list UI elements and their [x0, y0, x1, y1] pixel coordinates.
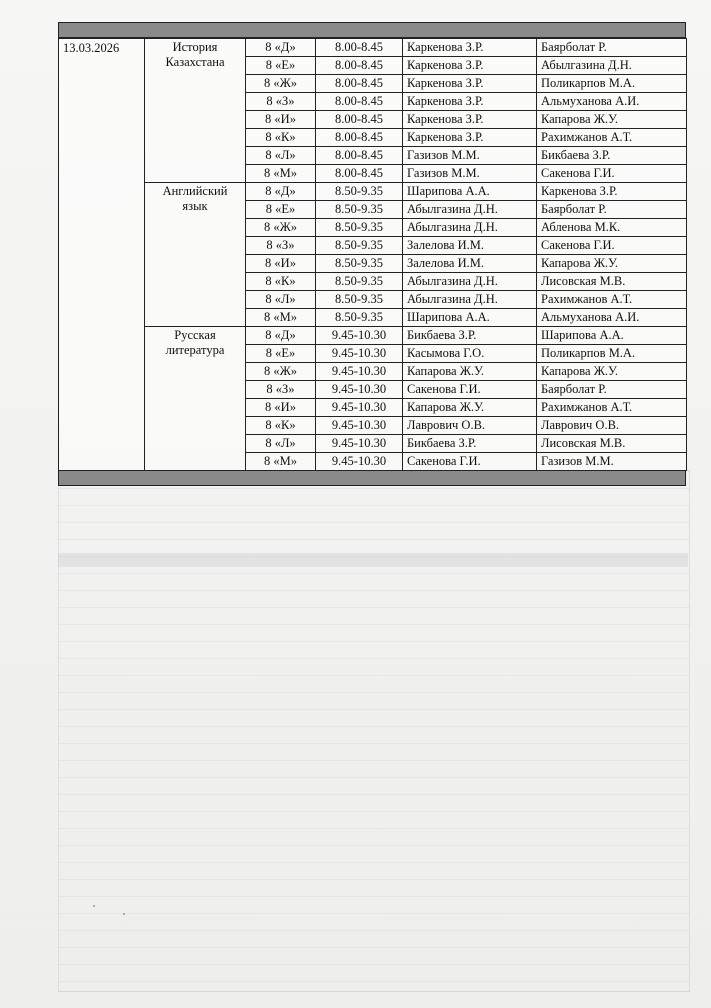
- time-cell: 8.00-8.45: [316, 39, 403, 57]
- class-cell: 8 «З»: [246, 93, 316, 111]
- class-cell: 8 «Е»: [246, 57, 316, 75]
- teacher-cell: Абылгазина Д.Н.: [403, 291, 537, 309]
- teacher-cell: Бикбаева З.Р.: [403, 327, 537, 345]
- assistant-cell: Лисовская М.В.: [537, 273, 687, 291]
- time-cell: 8.50-9.35: [316, 255, 403, 273]
- class-cell: 8 «Л»: [246, 147, 316, 165]
- teacher-cell: Газизов М.М.: [403, 165, 537, 183]
- class-cell: 8 «Д»: [246, 327, 316, 345]
- teacher-cell: Бикбаева З.Р.: [403, 435, 537, 453]
- assistant-cell: Рахимжанов А.Т.: [537, 399, 687, 417]
- schedule-table: [58, 38, 687, 471]
- bleed-through-grid: [58, 470, 690, 992]
- time-cell: 9.45-10.30: [316, 327, 403, 345]
- time-cell: 9.45-10.30: [316, 363, 403, 381]
- class-cell: 8 «З»: [246, 237, 316, 255]
- class-cell: 8 «К»: [246, 273, 316, 291]
- teacher-cell: Абылгазина Д.Н.: [403, 201, 537, 219]
- class-cell: 8 «М»: [246, 453, 316, 471]
- assistant-cell: Альмуханова А.И.: [537, 93, 687, 111]
- teacher-cell: Абылгазина Д.Н.: [403, 219, 537, 237]
- teacher-cell: Касымова Г.О.: [403, 345, 537, 363]
- assistant-cell: Сакенова Г.И.: [537, 165, 687, 183]
- schedule-body: [59, 39, 687, 471]
- class-cell: 8 «Л»: [246, 291, 316, 309]
- assistant-cell: Поликарпов М.А.: [537, 345, 687, 363]
- time-cell: 9.45-10.30: [316, 381, 403, 399]
- assistant-cell: Абылгазина Д.Н.: [537, 57, 687, 75]
- table-row: [59, 183, 687, 201]
- speck: [93, 905, 95, 907]
- time-cell: 9.45-10.30: [316, 453, 403, 471]
- class-cell: 8 «Д»: [246, 39, 316, 57]
- teacher-cell: Сакенова Г.И.: [403, 381, 537, 399]
- table-footer-bar: [58, 471, 686, 486]
- time-cell: 8.00-8.45: [316, 93, 403, 111]
- subject-cell: Английский язык: [145, 183, 246, 327]
- teacher-cell: Каркенова З.Р.: [403, 75, 537, 93]
- assistant-cell: Рахимжанов А.Т.: [537, 291, 687, 309]
- table-row: [59, 39, 687, 57]
- assistant-cell: Капарова Ж.У.: [537, 363, 687, 381]
- class-cell: 8 «К»: [246, 417, 316, 435]
- teacher-cell: Залелова И.М.: [403, 237, 537, 255]
- class-cell: 8 «И»: [246, 255, 316, 273]
- assistant-cell: Рахимжанов А.Т.: [537, 129, 687, 147]
- teacher-cell: Сакенова Г.И.: [403, 453, 537, 471]
- time-cell: 8.50-9.35: [316, 201, 403, 219]
- class-cell: 8 «Ж»: [246, 75, 316, 93]
- class-cell: 8 «М»: [246, 309, 316, 327]
- class-cell: 8 «И»: [246, 399, 316, 417]
- class-cell: 8 «Л»: [246, 435, 316, 453]
- teacher-cell: Лаврович О.В.: [403, 417, 537, 435]
- assistant-cell: Лаврович О.В.: [537, 417, 687, 435]
- assistant-cell: Баярболат Р.: [537, 39, 687, 57]
- teacher-cell: Залелова И.М.: [403, 255, 537, 273]
- schedule-table-wrap: [58, 22, 686, 486]
- teacher-cell: Капарова Ж.У.: [403, 399, 537, 417]
- time-cell: 9.45-10.30: [316, 399, 403, 417]
- assistant-cell: Поликарпов М.А.: [537, 75, 687, 93]
- assistant-cell: Бикбаева З.Р.: [537, 147, 687, 165]
- teacher-cell: Капарова Ж.У.: [403, 363, 537, 381]
- time-cell: 8.00-8.45: [316, 75, 403, 93]
- subject-cell: История Казахстана: [145, 39, 246, 183]
- assistant-cell: Абленова М.К.: [537, 219, 687, 237]
- teacher-cell: Газизов М.М.: [403, 147, 537, 165]
- class-cell: 8 «Е»: [246, 201, 316, 219]
- class-cell: 8 «Ж»: [246, 363, 316, 381]
- teacher-cell: Каркенова З.Р.: [403, 111, 537, 129]
- time-cell: 8.50-9.35: [316, 309, 403, 327]
- assistant-cell: Каркенова З.Р.: [537, 183, 687, 201]
- table-header-bar: [58, 22, 686, 38]
- time-cell: 8.00-8.45: [316, 57, 403, 75]
- time-cell: 8.00-8.45: [316, 147, 403, 165]
- time-cell: 8.00-8.45: [316, 165, 403, 183]
- time-cell: 8.50-9.35: [316, 183, 403, 201]
- assistant-cell: Капарова Ж.У.: [537, 255, 687, 273]
- bleed-through-band: [58, 553, 688, 567]
- time-cell: 8.50-9.35: [316, 219, 403, 237]
- teacher-cell: Каркенова З.Р.: [403, 129, 537, 147]
- class-cell: 8 «З»: [246, 381, 316, 399]
- teacher-cell: Каркенова З.Р.: [403, 39, 537, 57]
- time-cell: 8.00-8.45: [316, 129, 403, 147]
- class-cell: 8 «Д»: [246, 183, 316, 201]
- teacher-cell: Шарипова А.А.: [403, 309, 537, 327]
- time-cell: 8.50-9.35: [316, 273, 403, 291]
- time-cell: 8.50-9.35: [316, 237, 403, 255]
- speck: [123, 913, 125, 915]
- time-cell: 9.45-10.30: [316, 417, 403, 435]
- class-cell: 8 «Ж»: [246, 219, 316, 237]
- assistant-cell: Лисовская М.В.: [537, 435, 687, 453]
- teacher-cell: Абылгазина Д.Н.: [403, 273, 537, 291]
- assistant-cell: Сакенова Г.И.: [537, 237, 687, 255]
- teacher-cell: Каркенова З.Р.: [403, 93, 537, 111]
- time-cell: 9.45-10.30: [316, 435, 403, 453]
- time-cell: 8.50-9.35: [316, 291, 403, 309]
- teacher-cell: Каркенова З.Р.: [403, 57, 537, 75]
- assistant-cell: Шарипова А.А.: [537, 327, 687, 345]
- teacher-cell: Шарипова А.А.: [403, 183, 537, 201]
- assistant-cell: Газизов М.М.: [537, 453, 687, 471]
- table-row: [59, 327, 687, 345]
- date-cell: 13.03.2026: [59, 39, 145, 471]
- assistant-cell: Капарова Ж.У.: [537, 111, 687, 129]
- assistant-cell: Баярболат Р.: [537, 381, 687, 399]
- class-cell: 8 «К»: [246, 129, 316, 147]
- class-cell: 8 «Е»: [246, 345, 316, 363]
- class-cell: 8 «М»: [246, 165, 316, 183]
- assistant-cell: Баярболат Р.: [537, 201, 687, 219]
- class-cell: 8 «И»: [246, 111, 316, 129]
- time-cell: 9.45-10.30: [316, 345, 403, 363]
- assistant-cell: Альмуханова А.И.: [537, 309, 687, 327]
- time-cell: 8.00-8.45: [316, 111, 403, 129]
- subject-cell: Русская литература: [145, 327, 246, 471]
